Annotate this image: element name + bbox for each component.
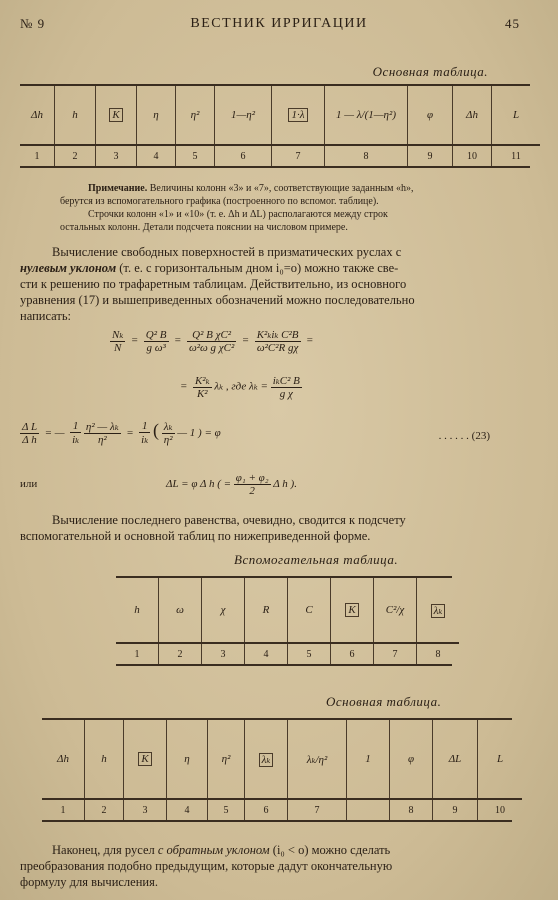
table1-caption: Основная таблица. [372,64,488,79]
note-line1: Величины колонн «3» и «7», соответствующие заданным «h», [149,183,414,194]
t2-h-col2: ω [159,578,202,643]
eq2-b-num: iₖC² B [272,375,300,387]
table-note [60,182,530,234]
eq3-b [84,420,121,446]
p1-line3: сти к решению по трафаретным таблицам. Действительно, из основного [20,277,407,291]
eq1-b [187,329,236,354]
eq3-a-den: iₖ [72,434,80,447]
equation-2: = $\frac{\text{K²ₖ}}{\text{K²}}$ λₖ , где λₖ = $\frac{\text{iₖC² B}}{\text{g χ}}$ [180,375,300,400]
main-table-2 [42,718,512,822]
note-line3: Строчки колонн «1» и «10» (т. е. Δh и ΔL) располагаются между строк [88,209,388,220]
issue-number: № 9 [20,16,46,31]
t3-h-col7: λₖ/η² [288,720,347,799]
t3-h-col10: ΔL [433,720,478,799]
t2-n-1: 1 [116,643,159,664]
t3-lambda-box: λₖ [259,753,274,767]
eq4-frac-den: 2 [249,485,255,497]
t2-n-7: 7 [374,643,417,664]
t2-n-4: 4 [245,643,288,664]
t2-n-8: 8 [417,643,460,664]
table1-header-row [20,86,540,145]
table1-number-row [20,145,540,166]
main-table-1 [20,84,530,168]
t1-n-6: 6 [215,145,272,166]
t2-h-col8 [417,578,460,643]
t1-h-col5: η² [176,86,215,145]
eq1-a-num: Q² B [145,328,167,341]
p1-line1: Вычисление свободных поверхностей в призматических руслах с [52,245,402,259]
eq1-c-num: K²ₖiₖ C²B [256,329,299,341]
p1-line2-rest: (т. е. с горизонтальным дном i₀=o) можно также све- [116,261,399,275]
t3-h-col9: φ [390,720,433,799]
t2-n-2: 2 [159,643,202,664]
eq4-frac [234,472,271,497]
t1-n-7: 7 [272,145,325,166]
t1-h-col10: Δh [453,86,492,145]
t3-n-9: 8 [390,799,433,820]
t3-h-col2: h [85,720,124,799]
t2-n-3: 3 [202,643,245,664]
t1-h-col8: 1 — λ/(1—η²) [325,86,408,145]
t1-n-3: 3 [96,145,137,166]
t1-h-col7 [272,86,325,145]
t1-h-col3 [96,86,137,145]
t3-n-11: 10 [478,799,523,820]
eq3-ref: . . . . . . (23) [438,430,490,442]
eq3-d-num: λₖ [163,421,173,434]
p3-line1 [20,842,534,858]
p1-line5: написать: [20,309,72,323]
t2-h-col4: R [245,578,288,643]
t3-n-8 [347,799,390,820]
paragraph-1 [20,244,534,324]
journal-title: ВЕСТНИК ИРРИГАЦИИ [190,16,368,31]
p3-l1c: (i₀ < o) можно сделать [269,843,391,857]
t1-n-5: 5 [176,145,215,166]
t3-n-6: 6 [245,799,288,820]
t3-h-col4: η [167,720,208,799]
equation-1: $\frac{\text{Nₖ}}{N}$ = $\frac{\text{Q² B}}{\text{g ω³}}$ = $\frac{\text{Q² B χC²}}{\text{ω²ω g χC²}}$ = $\frac{\text{K²ₖiₖ C²B}}{\text{ω²C²R gχ}}$ = [112,328,314,354]
t3-n-3: 3 [124,799,167,820]
t3-k-box: K [138,752,151,766]
t1-h-col2: h [55,86,96,145]
p1-line4: уравнения (17) и вышеприведенных обозначений можно последовательно [20,293,415,307]
eq3-tail: — 1 ) = φ [177,427,221,439]
eq3-c-num: 1 [139,420,150,433]
t1-n-4: 4 [137,145,176,166]
t2-n-5: 5 [288,643,331,664]
t3-h-col8: 1 [347,720,390,799]
eq2-a-num: K²ₖ [194,375,210,387]
paragraph-2 [20,512,534,544]
t3-h-col3 [124,720,167,799]
t3-n-2: 2 [85,799,124,820]
t3-h-col5: η² [208,720,245,799]
t1-k-box: K [109,108,122,122]
t1-n-10: 10 [453,145,492,166]
eq2-a [193,374,212,400]
p3-emph: с обратным уклоном [157,843,270,857]
p3-line3: формулу для вычисления. [20,875,158,889]
eq2-b [271,374,302,400]
t1-n-9: 9 [408,145,453,166]
note-line2: берутся из вспомогательного графика (построенного по вспомог. таблице). [60,196,379,207]
eq1-c-den: ω²C²R gχ [256,342,299,354]
p1-line2 [20,260,534,276]
t3-n-10: 9 [433,799,478,820]
eq2-b-den: g χ [279,388,293,400]
page-number: 45 [505,16,520,31]
eq4-frac-num: φ₁ + φ₂ [235,472,269,484]
eq3-c [139,420,150,446]
p1-emph: нулевым уклоном [20,261,117,275]
eq3-lhs-num: Δ L [22,420,38,433]
eq1-c [255,328,301,354]
t3-h-col1: Δh [57,753,69,765]
t3-n-5: 5 [208,799,245,820]
t2-h-col5: C [288,578,331,643]
table3-caption: Основная таблица. [326,694,442,709]
t3-h-col11: L [478,720,523,799]
t1-n-11: 11 [492,145,541,166]
eq1-a-den: g ω³ [146,341,166,354]
eq3-b-den: η² [97,434,107,447]
eq3-a [70,420,81,446]
table2-caption: Вспомогательная таблица. [234,552,399,567]
eq1-lhs [110,328,125,354]
eq3-lhs [20,421,39,446]
eq4-or: или [20,478,38,491]
t1-h-col1: Δh [31,109,43,121]
equation-4 [20,472,534,497]
p3-l1a: Наконец, для русел [52,843,158,857]
t2-n-6: 6 [331,643,374,664]
t1-n-1: 1 [20,145,55,166]
t1-h-col6: 1—η² [215,86,272,145]
t3-n-1: 1 [42,799,85,820]
eq2-mid: λₖ , где λₖ = [214,380,268,393]
p2-line2: вспомогательной и основной таблиц по нижеприведенной форме. [20,529,371,543]
t2-h-col7: C²/χ [374,578,417,643]
eq4-main: ΔL = φ Δ h ( = [166,478,232,491]
note-line4: остальных колонн. Детали подсчета пояснии на числовом примере. [60,222,348,233]
t2-h-col3: χ [202,578,245,643]
t1-n-2: 2 [55,145,96,166]
eq1-lhs-den: N [114,342,122,354]
table3-header-row [42,720,522,799]
t1-h-col4: η [137,86,176,145]
eq3-c-den: iₖ [141,434,149,447]
eq1-b-num: Q² B χC² [187,329,236,342]
t1-h-col11: L [492,86,541,145]
table3-number-row [42,799,522,820]
t3-n-4: 4 [167,799,208,820]
t1-lambda-box: 1·λ [288,108,307,122]
t3-h-col6 [245,720,288,799]
table2-header-row [116,578,459,643]
p3-line2: преобразования подобно предыдущим, которые дадут окончательную [20,859,393,873]
t1-h-col9: φ [408,86,453,145]
eq4-end: Δ h ). [273,478,297,491]
t2-h-col1: h [134,604,140,616]
p2-line1: Вычисление последнего равенства, очевидно, сводится к подсчету [52,513,406,527]
t2-lambda-box: λₖ [431,604,446,618]
t3-n-7: 7 [288,799,347,820]
auxiliary-table [116,576,452,666]
t1-n-8: 8 [325,145,408,166]
eq3-lhs-den: Δ h [22,433,37,446]
table2-number-row [116,643,459,664]
note-label: Примечание. [88,183,148,194]
eq2-a-den: K² [196,388,208,400]
paragraph-3 [20,842,534,890]
eq3-a-num: 1 [70,420,81,433]
eq3-d [162,420,175,446]
t2-k-box: K [345,603,358,617]
eq3-b-num: η² — λₖ [85,421,119,434]
equation-3: $\frac{\text{Δ L}}{\text{Δ h}}$ = — $\frac{1}{\text{iₖ}}$ $\frac{\text{η² — λₖ}}{\text{η²}}$ = $\frac{1}{\text{iₖ}}$ ( $\frac{\text{λₖ}}{\text{η²}}$ — 1 ) = φ . . . . . . (23) [22,420,490,447]
eq1-b-den: ω²ω g χC² [188,341,235,354]
eq1-a [144,329,169,354]
t2-h-col6 [331,578,374,643]
eq3-d-den: η² [163,434,173,447]
eq1-lhs-num: Nₖ [112,329,124,341]
